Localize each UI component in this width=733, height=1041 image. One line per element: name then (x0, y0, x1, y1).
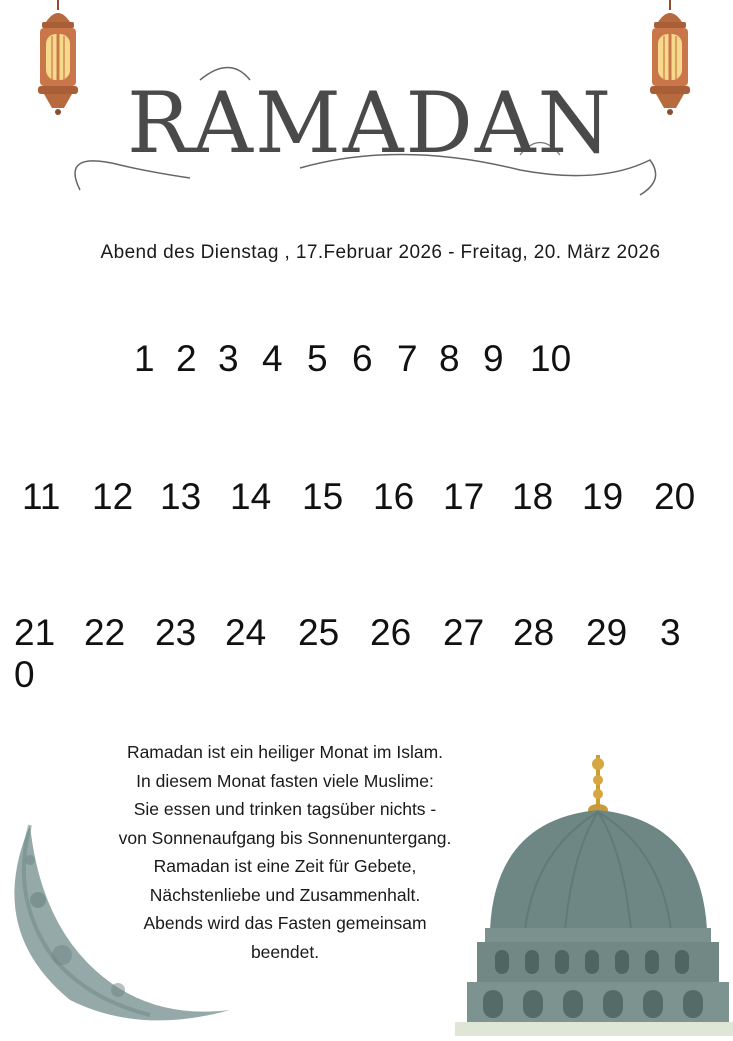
day-27: 27 (443, 612, 485, 653)
day-22: 22 (84, 612, 126, 653)
day-19: 19 (582, 476, 624, 517)
day-11: 11 (22, 476, 61, 517)
mosque-dome-icon (455, 750, 733, 1036)
day-10: 10 (530, 338, 572, 379)
day-6: 6 (352, 338, 373, 379)
day-13: 13 (160, 476, 202, 517)
day-5: 5 (307, 338, 328, 379)
day-20: 20 (654, 476, 696, 517)
day-14: 14 (230, 476, 272, 517)
day-12: 12 (92, 476, 134, 517)
day-15: 15 (302, 476, 344, 517)
day-28: 28 (513, 612, 555, 653)
day-21: 21 (14, 612, 56, 653)
calendar-row-1 (0, 338, 733, 384)
day-18: 18 (512, 476, 554, 517)
day-30-part2: 0 (14, 654, 35, 695)
day-30-part1: 3 (660, 612, 681, 653)
day-23: 23 (155, 612, 197, 653)
day-4: 4 (262, 338, 283, 379)
page-title (0, 60, 733, 200)
day-26: 26 (370, 612, 412, 653)
day-1: 1 (134, 338, 155, 379)
day-17: 17 (443, 476, 485, 517)
title-text: RAMADAN (126, 74, 614, 172)
info-line-6: Nächstenliebe und Zusammenhalt. (149, 884, 421, 905)
day-25: 25 (298, 612, 340, 653)
info-line-7: Abends wird das Fasten gemeinsam (143, 913, 427, 933)
calendar-row-2 (0, 476, 733, 522)
info-line-5: Ramadan ist eine Zeit für Gebete, (153, 856, 417, 876)
info-line-8: beendet. (250, 941, 320, 962)
info-line-2: In diesem Monat fasten viele Muslime: (136, 770, 434, 791)
day-24: 24 (225, 612, 267, 653)
day-16: 16 (373, 476, 415, 517)
crescent-moon-icon (0, 820, 240, 1030)
day-2: 2 (176, 338, 197, 379)
day-7: 7 (397, 338, 418, 379)
info-line-1: Ramadan ist ein heiliger Monat im Islam. (126, 742, 444, 762)
date-range: Abend des Dienstag , 17.Februar 2026 - Freitag, 20. März 2026 (100, 242, 661, 263)
day-9: 9 (483, 338, 504, 379)
day-8: 8 (439, 338, 460, 379)
day-29: 29 (586, 612, 628, 653)
info-line-3: Sie essen und trinken tagsüber nichts - (133, 799, 437, 819)
info-line-4: von Sonnenaufgang bis Sonnenuntergang. (118, 827, 452, 848)
day-3: 3 (218, 338, 239, 379)
calendar-row-3 (0, 612, 733, 702)
